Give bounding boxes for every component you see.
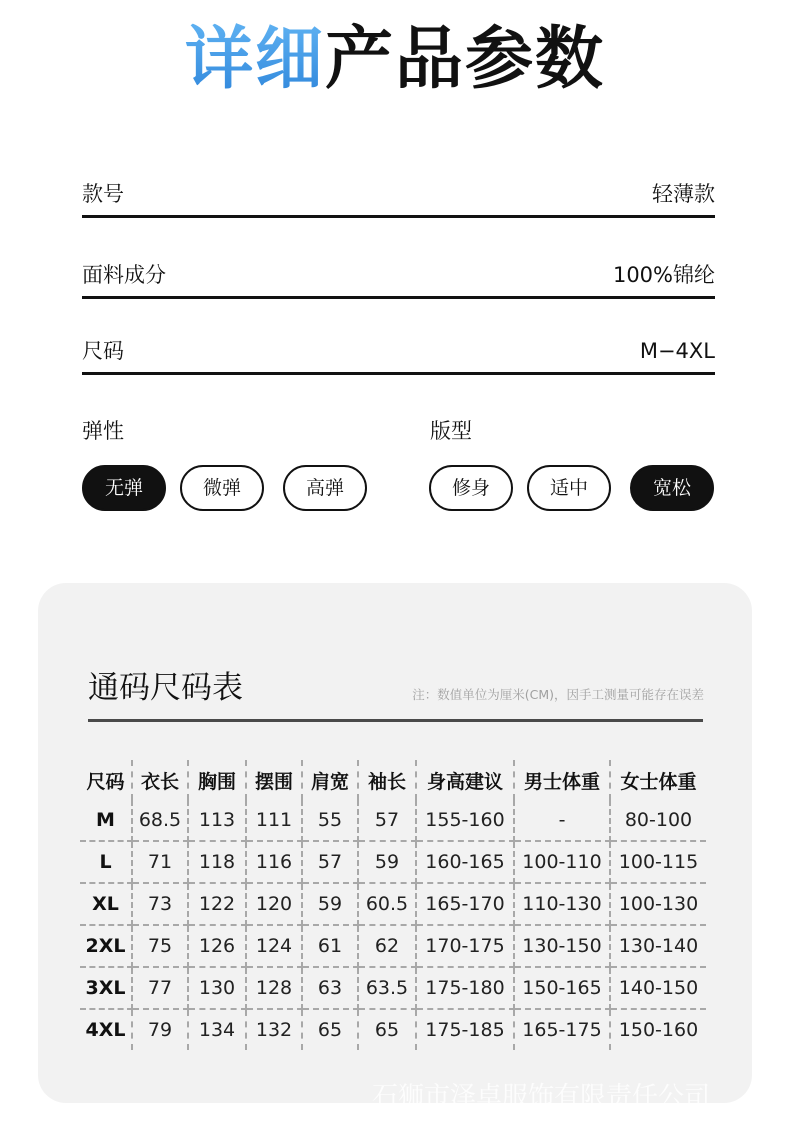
size-cell: L: [80, 841, 132, 883]
table-row: [80, 841, 706, 883]
table-cell: 55: [302, 800, 358, 841]
table-cell: 65: [358, 1009, 416, 1050]
size-cell: XL: [80, 883, 132, 925]
table-cell: 175-185: [416, 1009, 514, 1050]
table-header-cell: 尺码: [80, 760, 132, 800]
spec-row-style: [82, 175, 715, 218]
table-header-cell: 男士体重: [514, 760, 610, 800]
table-cell: 124: [246, 925, 302, 967]
table-cell: 165-175: [514, 1009, 610, 1050]
elasticity-label: 弹性: [82, 419, 124, 443]
size-chart-divider: [88, 719, 703, 722]
table-cell: 130-150: [514, 925, 610, 967]
spec-row-fabric: [82, 256, 715, 299]
table-header-cell: 身高建议: [416, 760, 514, 800]
table-cell: 100-115: [610, 841, 706, 883]
table-cell: 110-130: [514, 883, 610, 925]
spec-value: 轻薄款: [652, 182, 715, 206]
table-cell: 60.5: [358, 883, 416, 925]
fit-label: 版型: [430, 419, 472, 443]
table-cell: 77: [132, 967, 188, 1009]
table-cell: 111: [246, 800, 302, 841]
page-title: [0, 18, 790, 102]
table-row: [80, 883, 706, 925]
table-cell: 165-170: [416, 883, 514, 925]
page-title-rest: 产品参数: [325, 20, 606, 99]
page-title-highlight: 详细: [184, 20, 325, 99]
elasticity-option-high: 高弹: [283, 465, 367, 511]
table-cell: 100-130: [610, 883, 706, 925]
fit-option-regular: 适中: [527, 465, 611, 511]
table-cell: 116: [246, 841, 302, 883]
table-cell: 132: [246, 1009, 302, 1050]
table-cell: 126: [188, 925, 246, 967]
table-cell: 150-160: [618, 1019, 699, 1041]
table-cell: 100-110: [514, 841, 610, 883]
table-cell: 73: [132, 883, 188, 925]
table-header-cell: 摆围: [246, 760, 302, 800]
size-cell: 3XL: [80, 967, 132, 1009]
table-row: [80, 925, 706, 967]
table-cell: 130-140: [610, 925, 706, 967]
table-header-cell: 肩宽: [302, 760, 358, 800]
size-chart-title: 通码尺码表: [88, 670, 243, 706]
size-table: [80, 760, 706, 1050]
table-cell: 120: [246, 883, 302, 925]
table-header-row: [80, 760, 706, 800]
table-row: [80, 967, 706, 1009]
spec-row-size: [82, 332, 715, 375]
spec-value: M−4XL: [639, 339, 715, 363]
table-cell: 160-165: [416, 841, 514, 883]
table-cell: 57: [302, 841, 358, 883]
table-header-cell: 袖长: [358, 760, 416, 800]
table-cell: 130: [188, 967, 246, 1009]
table-cell: 128: [246, 967, 302, 1009]
table-cell: 170-175: [416, 925, 514, 967]
table-row: [80, 1009, 706, 1050]
table-header-cell: 衣长: [132, 760, 188, 800]
table-cell: 80-100: [610, 800, 706, 841]
spec-key: 面料成分: [82, 263, 166, 287]
table-cell: 155-160: [416, 800, 514, 841]
table-cell: 61: [302, 925, 358, 967]
fit-option-slim: 修身: [429, 465, 513, 511]
table-cell: 113: [188, 800, 246, 841]
elasticity-option-none: 无弹: [82, 465, 166, 511]
size-cell: 2XL: [80, 925, 132, 967]
table-header-cell: 女士体重: [620, 770, 697, 793]
table-cell: 134: [188, 1009, 246, 1050]
company-watermark: 石狮市泽卓服饰有限责任公司: [372, 1082, 711, 1112]
table-cell: 175-180: [416, 967, 514, 1009]
size-chart-note: 注：数值单位为厘米(CM)，因手工测量可能存在误差: [412, 687, 704, 702]
size-cell: 4XL: [80, 1009, 132, 1050]
table-cell: 75: [132, 925, 188, 967]
table-cell: 62: [358, 925, 416, 967]
spec-key: 尺码: [82, 339, 124, 363]
table-cell: 140-150: [610, 967, 706, 1009]
fit-option-loose: 宽松: [630, 465, 714, 511]
table-cell: 65: [302, 1009, 358, 1050]
table-cell: 118: [188, 841, 246, 883]
table-cell: 79: [132, 1009, 188, 1050]
table-cell: 59: [358, 841, 416, 883]
elasticity-option-slight: 微弹: [180, 465, 264, 511]
table-cell: 63: [302, 967, 358, 1009]
table-header-cell: 胸围: [188, 760, 246, 800]
table-row: [80, 800, 706, 841]
table-cell: 57: [358, 800, 416, 841]
table-cell: 122: [188, 883, 246, 925]
table-cell: 71: [132, 841, 188, 883]
size-cell: M: [80, 800, 132, 841]
spec-value: 100%锦纶: [612, 263, 715, 287]
spec-key: 款号: [82, 182, 124, 206]
table-cell: -: [514, 800, 610, 841]
table-cell: 63.5: [358, 967, 416, 1009]
table-cell: 150-165: [514, 967, 610, 1009]
table-cell: 59: [302, 883, 358, 925]
table-cell: 68.5: [132, 800, 188, 841]
